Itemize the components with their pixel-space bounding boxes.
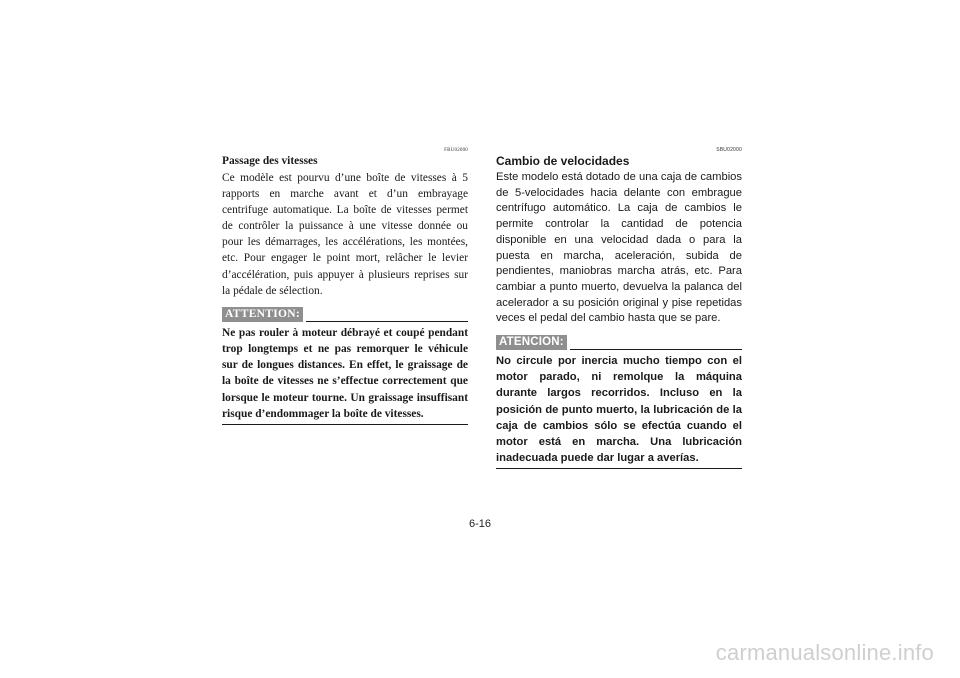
warning-rule bbox=[306, 307, 468, 322]
warning-text: Ne pas rouler à moteur débrayé et coupé pendant trop longtemps et ne pas remorquer le véhicule sur de longues distances. En effet, le graissage de la boîte de vitesses ne s’effectue correctement que lorsque le moteur tourne. Un graissage insuffisant risque d’endommager la boîte de vitesses. bbox=[222, 326, 468, 420]
warning-rule bbox=[570, 335, 742, 350]
warning-label: ATENCION: bbox=[496, 335, 567, 350]
watermark: carmanualsonline.info bbox=[715, 640, 934, 665]
warning-header bbox=[222, 307, 468, 322]
french-column bbox=[222, 147, 468, 425]
section-title: Cambio de velocidades bbox=[496, 154, 630, 168]
warning-text: No circule por inercia mucho tiempo con el motor parado, ni remolque la máquina durante largos recorridos. Incluso en la posición de punto muerto, la lubricación de la caja de cambios sólo se efectúa cuando el motor está en marcha. Una lubricación inadecuada puede dar lugar a averías. bbox=[496, 355, 742, 465]
warning-header bbox=[496, 335, 742, 350]
page-number: 6-16 bbox=[468, 518, 492, 530]
section-body: Ce modèle est pourvu d’une boîte de vitesses à 5 rapports en marche avant et d’un embrayage centrifuge automatique. La boîte de vitesses permet de contrôler la puissance à une vitesse donnée ou pour les démarrages, les accélérations, les montées, etc. Pour engager le point mort, relâcher le levier d’accélération, puis appuyer à plusieurs reprises sur la pédale de sélection. bbox=[222, 172, 468, 297]
section-body: Este modelo está dotado de una caja de cambios de 5-velocidades hacia delante con embrague centrífugo automático. La caja de cambios le permite controlar la cantidad de potencia disponible en una velocidad dada o para la puesta en marcha, aceleración, subida de pendientes, maniobras marcha atrás, etc. Para cambiar a punto muerto, devuelva la palanca del acelerador a su posición original y pise repetidas veces el pedal del cambio hasta que se pare. bbox=[496, 171, 742, 325]
warning-label: ATTENTION: bbox=[222, 307, 303, 322]
warning-end-rule bbox=[222, 424, 468, 425]
section-code: FBU02000 bbox=[444, 148, 468, 153]
spanish-column bbox=[496, 147, 742, 469]
warning-end-rule bbox=[496, 468, 742, 469]
section-title: Passage des vitesses bbox=[222, 155, 318, 167]
section-code: SBU02000 bbox=[716, 147, 742, 153]
